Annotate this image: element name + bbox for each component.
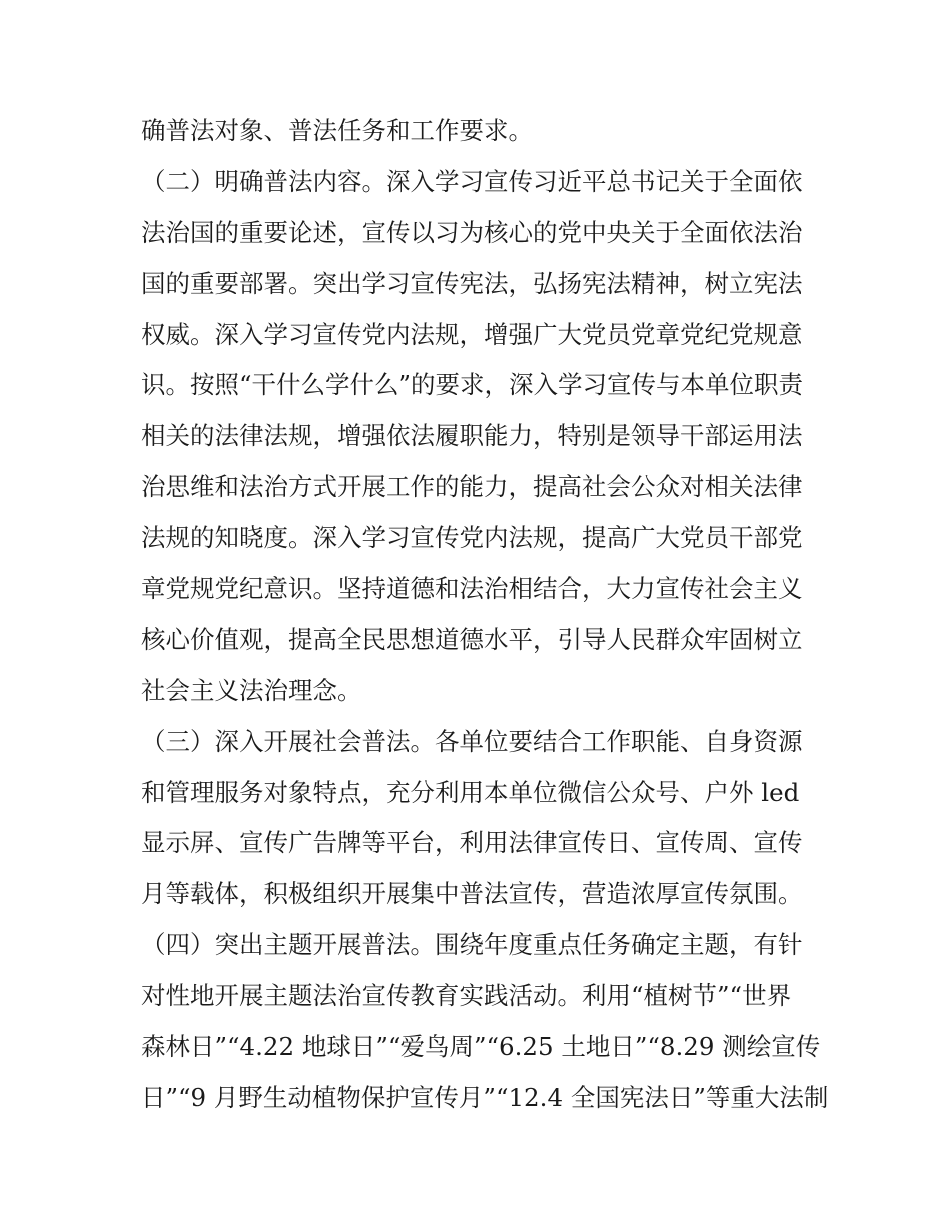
text-line: 国的重要部署。突出学习宣传宪法，弘扬宪法精神，树立宪法	[141, 268, 803, 298]
text-line: 月等载体，积极组织开展集中普法宣传，营造浓厚宣传氛围。	[141, 879, 803, 909]
text-line: 显示屏、宣传广告牌等平台，利用法律宣传日、宣传周、宣传	[141, 828, 803, 858]
body-text	[141, 106, 831, 1124]
text-line: 法规的知晓度。深入学习宣传党内法规，提高广大党员干部党	[141, 523, 803, 553]
text-line: 识。按照“干什么学什么”的要求，深入学习宣传与本单位职责	[141, 370, 804, 400]
text-line: 日”“9 月野生动植物保护宣传月”“12.4 全国宪法日”等重大法制	[141, 1082, 829, 1112]
text-line: （四）突出主题开展普法。围绕年度重点任务确定主题，有针	[141, 930, 803, 960]
text-line: 确普法对象、普法任务和工作要求。	[141, 116, 533, 145]
text-line: 权威。深入学习宣传党内法规，增强广大党员党章党纪党规意	[141, 319, 803, 349]
text-line: （三）深入开展社会普法。各单位要结合工作职能、自身资源	[141, 726, 803, 756]
text-line: 和管理服务对象特点，充分利用本单位微信公众号、户外 led	[141, 777, 800, 807]
text-line: 法治国的重要论述，宣传以习为核心的党中央关于全面依法治	[141, 217, 803, 247]
text-line: 社会主义法治理念。	[141, 675, 362, 705]
text-line: 对性地开展主题法治宣传教育实践活动。利用“植树节”“世界	[141, 981, 792, 1011]
text-line: 核心价值观，提高全民思想道德水平，引导人民群众牢固树立	[141, 624, 803, 654]
text-line: （二）明确普法内容。深入学习宣传习近平总书记关于全面依	[141, 166, 803, 196]
text-line: 治思维和法治方式开展工作的能力，提高社会公众对相关法律	[141, 472, 803, 502]
text-line: 森林日”“4.22 地球日”“爱鸟周”“6.25 土地日”“8.29 测绘宣传	[141, 1032, 821, 1062]
text-line: 章党规党纪意识。坚持道德和法治相结合，大力宣传社会主义	[141, 574, 803, 604]
text-line: 相关的法律法规，增强依法履职能力，特别是领导干部运用法	[141, 421, 803, 451]
